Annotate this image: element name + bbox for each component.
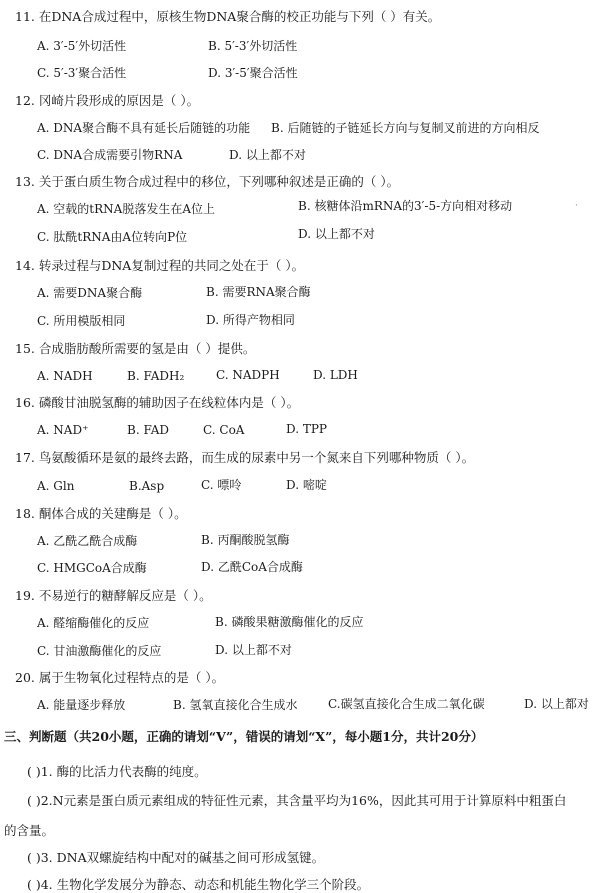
option-d: D. 乙酰CoA合成酶 bbox=[201, 560, 303, 574]
option-b: B. 核糖体沿mRNA的3′-5-方向相对移动 bbox=[298, 199, 513, 213]
option-c: C. DNA合成需要引物RNA bbox=[37, 148, 183, 162]
option-d: D. 所得产物相同 bbox=[206, 313, 295, 327]
option-c: C. CoA bbox=[203, 423, 245, 437]
option-a: A. NAD⁺ bbox=[37, 423, 89, 437]
option-b: B. FADH₂ bbox=[127, 369, 185, 383]
option-c: C. HMGCoA合成酶 bbox=[37, 561, 147, 575]
question-stem: 17. 鸟氨酸循环是氨的最终去路，而生成的尿素中另一个氮来自下列哪种物质（ ）。 bbox=[15, 450, 475, 465]
judgement-item-4: ( )4. 生物化学发展分为静态、动态和机能生物化学三个阶段。 bbox=[27, 877, 370, 892]
option-b: B. FAD bbox=[127, 423, 170, 437]
option-c: C. 所用模版相同 bbox=[37, 314, 126, 328]
judgement-item-2-continuation: 的含量。 bbox=[4, 823, 55, 838]
judgement-item-3: ( )3. DNA双螺旋结构中配对的碱基之间可形成氢键。 bbox=[27, 850, 325, 865]
option-c: C. NADPH bbox=[216, 368, 280, 382]
question-stem: 19. 不易逆行的糖酵解反应是（ ）。 bbox=[15, 588, 212, 603]
option-d: D. 以上都不对 bbox=[229, 148, 306, 162]
option-c: C. 5′-3′聚合活性 bbox=[37, 66, 127, 80]
option-a: A. 醛缩酶催化的反应 bbox=[37, 616, 150, 630]
option-d: D. TPP bbox=[286, 422, 327, 436]
option-d: D. LDH bbox=[313, 368, 358, 382]
question-stem: 15. 合成脂肪酸所需要的氢是由（ ）提供。 bbox=[15, 341, 256, 356]
scan-speck: · bbox=[575, 201, 578, 211]
option-d: D. 以上都对 bbox=[524, 697, 589, 711]
question-stem: 14. 转录过程与DNA复制过程的共同之处在于（ ）。 bbox=[15, 258, 305, 273]
judgement-item-1: ( )1. 酶的比活力代表酶的纯度。 bbox=[27, 764, 207, 779]
option-a: A. DNA聚合酶不具有延长后随链的功能 bbox=[37, 121, 251, 135]
option-d: D. 3′-5′聚合活性 bbox=[208, 66, 298, 80]
option-a: A. NADH bbox=[37, 369, 93, 383]
option-d: D. 以上都不对 bbox=[298, 227, 375, 241]
judgement-item-2: ( )2.N元素是蛋白质元素组成的特征性元素，其含量平均为16%，因此其可用于计算原料中粗蛋白 bbox=[27, 793, 567, 808]
option-c: C. 甘油激酶催化的反应 bbox=[37, 644, 162, 658]
option-a: A. 能量逐步释放 bbox=[37, 698, 126, 712]
option-a: A. 3′-5′外切活性 bbox=[37, 39, 127, 53]
question-stem: 16. 磷酸甘油脱氢酶的辅助因子在线粒体内是（ ）。 bbox=[15, 395, 300, 410]
option-b: B. 需要RNA聚合酶 bbox=[206, 285, 311, 299]
option-a: A. 需要DNA聚合酶 bbox=[37, 286, 143, 300]
option-a: A. Gln bbox=[37, 479, 75, 493]
section-heading: 三、判断题（共20小题，正确的请划“V”，错误的请划“X”，每小题1分，共计20分） bbox=[4, 729, 484, 744]
option-c: C. 肽酰tRNA由A位转向P位 bbox=[37, 230, 188, 244]
option-d: D. 以上都不对 bbox=[215, 643, 292, 657]
option-b: B. 5′-3′外切活性 bbox=[208, 39, 298, 53]
option-b: B. 氢氧直接化合生成水 bbox=[173, 698, 298, 712]
option-b: B. 磷酸果糖激酶催化的反应 bbox=[215, 615, 364, 629]
option-b: B. 后随链的子链延长方向与复制叉前进的方向相反 bbox=[271, 121, 540, 135]
question-stem: 20. 属于生物氧化过程特点的是（ ）。 bbox=[15, 670, 225, 685]
option-a: A. 空载的tRNA脱落发生在A位上 bbox=[37, 202, 215, 216]
option-a: A. 乙酰乙酰合成酶 bbox=[37, 534, 138, 548]
question-stem: 13. 关于蛋白质生物合成过程中的移位，下列哪种叙述是正确的（ ）。 bbox=[15, 174, 400, 189]
question-stem: 12. 冈崎片段形成的原因是（ ）。 bbox=[15, 93, 200, 108]
option-d: D. 嘧啶 bbox=[286, 478, 327, 492]
question-stem: 18. 酮体合成的关建酶是（ ）。 bbox=[15, 506, 187, 521]
option-c: C. 嘌呤 bbox=[201, 478, 242, 492]
question-stem: 11. 在DNA合成过程中，原核生物DNA聚合酶的校正功能与下列（ ）有关。 bbox=[15, 9, 441, 24]
option-b: B. 丙酮酸脱氢酶 bbox=[201, 533, 290, 547]
option-c: C.碳氢直接化合生成二氧化碳 bbox=[328, 697, 485, 711]
option-b: B.Asp bbox=[129, 479, 165, 493]
